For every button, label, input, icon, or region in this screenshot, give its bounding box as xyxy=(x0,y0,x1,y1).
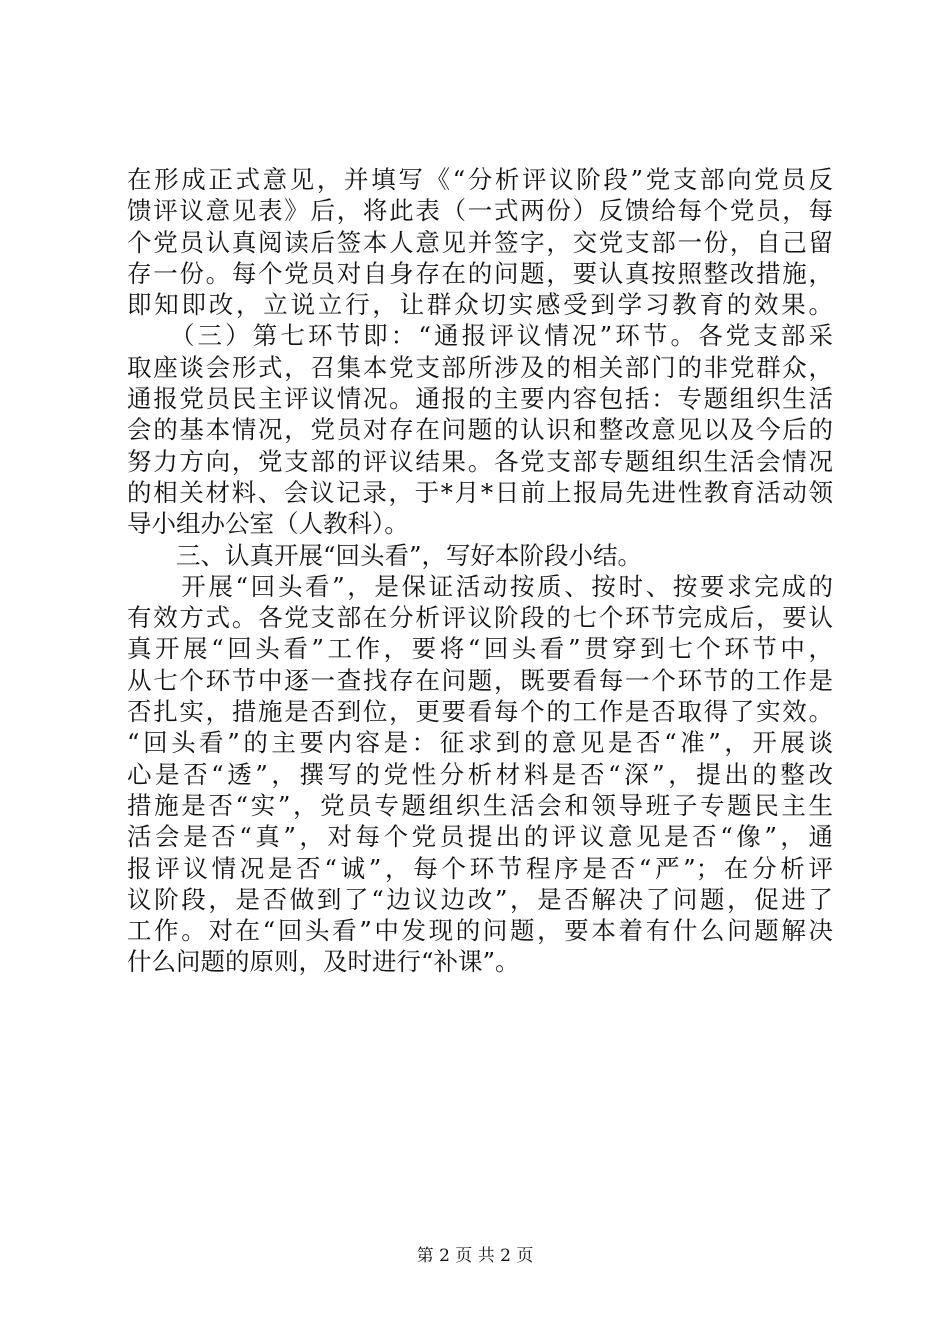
text-line: 从七个环节中逐一查找存在问题，既要看每一个环节的工作是 xyxy=(127,665,833,695)
text-line: 什么问题的原则，及时进行“补课”。 xyxy=(127,947,520,977)
section-heading: 三、认真开展“回头看”，写好本阶段小结。 xyxy=(127,540,643,570)
page-number: 第 2 页 共 2 页 xyxy=(416,1246,534,1266)
text-line: 议阶段，是否做到了“边议边改”，是否解决了问题，促进了 xyxy=(127,884,833,914)
text-line: 真开展“回头看”工作，要将“回头看”贯穿到七个环节中， xyxy=(127,634,833,664)
text-line: 会的基本情况，党员对存在问题的认识和整改意见以及今后的 xyxy=(127,415,833,445)
text-line: 否扎实，措施是否到位，更要看每个的工作是否取得了实效。 xyxy=(127,697,833,727)
text-line: 在形成正式意见，并填写《“分析评议阶段”党支部向党员反 xyxy=(127,165,833,194)
document-body xyxy=(127,164,833,978)
text-line: （三）第七环节即：“通报评议情况”环节。各党支部采 xyxy=(127,321,833,351)
text-line: “回头看”的主要内容是：征求到的意见是否“准”，开展谈 xyxy=(127,728,833,758)
text-line: 的相关材料、会议记录，于*月*日前上报局先进性教育活动领 xyxy=(127,477,833,507)
text-line: 取座谈会形式，召集本党支部所涉及的相关部门的非党群众， xyxy=(127,352,833,382)
text-line: 报评议情况是否“诚”，每个环节程序是否“严”；在分析评 xyxy=(127,853,833,883)
text-line: 措施是否“实”，党员专题组织生活会和领导班子专题民主生 xyxy=(127,790,833,820)
text-line: 努力方向，党支部的评议结果。各党支部专题组织生活会情况 xyxy=(127,446,833,476)
text-line: 开展“回头看”，是保证活动按质、按时、按要求完成的 xyxy=(127,571,833,601)
text-line: 个党员认真阅读后签本人意见并签字，交党支部一份，自己留 xyxy=(127,227,833,257)
text-line: 工作。对在“回头看”中发现的问题，要本着有什么问题解决 xyxy=(127,916,833,946)
text-line: 导小组办公室（人教科）。 xyxy=(127,509,409,539)
text-line: 有效方式。各党支部在分析评议阶段的七个环节完成后，要认 xyxy=(127,603,833,633)
text-line: 即知即改，立说立行，让群众切实感受到学习教育的效果。 xyxy=(127,290,833,320)
text-line: 馈评议意见表》后，将此表（一式两份）反馈给每个党员，每 xyxy=(127,196,833,226)
text-line: 通报党员民主评议情况。通报的主要内容包括：专题组织生活 xyxy=(127,384,833,414)
text-line: 活会是否“真”，对每个党员提出的评议意见是否“像”，通 xyxy=(127,822,833,852)
text-line: 心是否“透”，撰写的党性分析材料是否“深”，提出的整改 xyxy=(127,759,833,789)
text-line: 存一份。每个党员对自身存在的问题，要认真按照整改措施， xyxy=(127,258,833,288)
